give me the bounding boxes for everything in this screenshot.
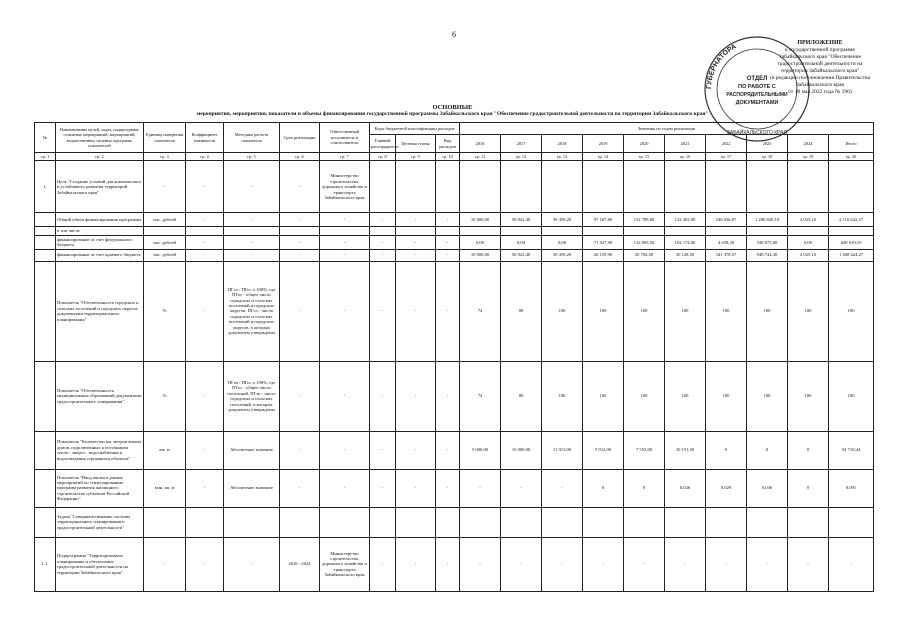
cell-value: - <box>460 537 501 591</box>
cell-g8 <box>370 227 396 235</box>
appendix-line: территории Забайкальского края" <box>780 68 860 74</box>
cell-value: - <box>665 537 706 591</box>
cell-g9: - <box>396 235 436 249</box>
column-number: гр. 16 <box>665 153 706 161</box>
cell-value: - <box>460 469 501 507</box>
cell-value: 100 <box>706 361 747 431</box>
cell-num <box>35 213 56 227</box>
cell-value: 0 <box>788 469 829 507</box>
table-row <box>35 235 874 249</box>
cell-coef: - <box>186 431 224 469</box>
header-method: Методика расчета показателя <box>224 123 280 153</box>
cell-resp: - <box>320 469 370 507</box>
cell-value: 100 <box>829 261 874 361</box>
column-number: гр. 1 <box>35 153 56 161</box>
cell-resp: - <box>320 235 370 249</box>
cell-coef: - <box>186 235 224 249</box>
cell-g8 <box>370 507 396 537</box>
cell-name: Задача "Совершенствование системы территориального планирования и градостроительной деятельности" <box>56 507 144 537</box>
cell-unit: - <box>144 537 186 591</box>
cell-value: 0,026 <box>665 469 706 507</box>
cell-g9: - <box>396 213 436 227</box>
header-year: 2022 <box>706 135 747 153</box>
cell-resp: - <box>320 213 370 227</box>
cell-num <box>35 469 56 507</box>
cell-value: 20 704,50 <box>624 249 665 261</box>
cell-method: Абсолютное значение <box>224 469 280 507</box>
cell-resp: - <box>320 361 370 431</box>
cell-value: 346 036,87 <box>706 213 747 227</box>
stamp-bottom-text: ЗАБАЙКАЛЬСКОГО КРАЯ <box>726 130 788 136</box>
cell-value: 10 000,00 <box>460 249 501 261</box>
cell-g9: - <box>396 537 436 591</box>
cell-value: 100 <box>706 261 747 361</box>
cell-g8: - <box>370 431 396 469</box>
cell-value: 0,091 <box>829 469 874 507</box>
cell-value: 0,00 <box>460 235 501 249</box>
cell-value: - <box>788 537 829 591</box>
cell-coef: - <box>186 249 224 261</box>
cell-term: - <box>280 235 320 249</box>
cell-method: ПГзп / ПГос х 100%, где ПГос - общее число поселений, ПГзп - число городских и сельских поселений, в которых документы утверждены <box>224 361 280 431</box>
header-term: Срок реализации <box>280 123 320 153</box>
column-number: гр. 2 <box>56 153 144 161</box>
column-number-row <box>35 153 874 161</box>
cell-value: 100 <box>624 361 665 431</box>
table-row <box>35 161 874 213</box>
cell-g9: - <box>396 469 436 507</box>
header-target: Целевая статья <box>396 135 436 153</box>
cell-value <box>624 507 665 537</box>
cell-value: 100 <box>665 261 706 361</box>
cell-value: 11 013,00 <box>542 431 583 469</box>
cell-value: 132 302,90 <box>665 213 706 227</box>
cell-value: - <box>542 537 583 591</box>
cell-name: Показатель "Количество км. метров жилых домов, подключенных к источникам тепло-, энерго-, водоснабжения и водоотведения строящихся объектов" <box>56 431 144 469</box>
cell-g8: - <box>370 261 396 361</box>
cell-g10 <box>436 161 460 213</box>
cell-unit: - <box>144 161 186 213</box>
cell-name: Показатель "Ввод жилья в рамках мероприятий по стимулированию программ развития жилищного строительства субъектов Российской Федерации" <box>56 469 144 507</box>
appendix-line: градостроительной деятельности на <box>777 61 863 67</box>
cell-term: 2016 - 2024 <box>280 537 320 591</box>
table-row <box>35 507 874 537</box>
cell-name: Общий объем финансирования программы <box>56 213 144 227</box>
cell-name: Подпрограмма "Территориальное планирование и обеспечение градостроительной деятельности на территории Забайкальского края" <box>56 537 144 591</box>
cell-g10: - <box>436 235 460 249</box>
cell-coef: - <box>186 161 224 213</box>
cell-term: - <box>280 261 320 361</box>
cell-value: 338 075,80 <box>747 235 788 249</box>
cell-value: - <box>583 537 624 591</box>
cell-resp: Министерство строительства, дорожного хозяйства и транспорта Забайкальского края <box>320 161 370 213</box>
cell-name: Показатель "Обеспеченность муниципальных образований документами градостроительного зонирования" <box>56 361 144 431</box>
cell-value: 4 658,30 <box>706 235 747 249</box>
cell-value: 80 <box>501 261 542 361</box>
cell-unit: тыс. рублей <box>144 235 186 249</box>
header-unit: Единица измерения показателя <box>144 123 186 153</box>
cell-value: 100 <box>829 361 874 431</box>
cell-term: - <box>280 213 320 227</box>
cell-value: 1 286 820,10 <box>747 213 788 227</box>
cell-value: 0 <box>706 431 747 469</box>
header-year: 2016 <box>460 135 501 153</box>
cell-g9: - <box>396 261 436 361</box>
cell-value: 39 459,20 <box>542 213 583 227</box>
cell-value <box>788 161 829 213</box>
cell-term: - <box>280 431 320 469</box>
cell-value: 10 151,50 <box>665 431 706 469</box>
title-main: ОСНОВНЫЕ <box>432 104 473 111</box>
column-number: гр. 4 <box>186 153 224 161</box>
cell-g8: - <box>370 537 396 591</box>
header-resp: Ответственный исполнитель и соисполнитель <box>320 123 370 153</box>
table-row <box>35 213 874 227</box>
cell-g9: - <box>396 361 436 431</box>
cell-value: - <box>706 537 747 591</box>
cell-coef: - <box>186 469 224 507</box>
cell-value <box>665 161 706 213</box>
cell-value <box>829 227 874 235</box>
cell-value: 15 000,00 <box>501 431 542 469</box>
cell-value: 50 022,40 <box>501 213 542 227</box>
cell-value <box>706 161 747 213</box>
cell-value <box>501 161 542 213</box>
cell-value: 152 788,80 <box>624 213 665 227</box>
appendix-block <box>745 40 895 96</box>
cell-method: - <box>224 161 280 213</box>
column-number: гр. 13 <box>542 153 583 161</box>
header-total: Итого <box>829 135 874 153</box>
cell-g10 <box>436 227 460 235</box>
cell-value <box>788 507 829 537</box>
cell-value: - <box>542 469 583 507</box>
cell-unit: % <box>144 361 186 431</box>
cell-value: 30 128,50 <box>665 249 706 261</box>
table-row <box>35 361 874 431</box>
cell-g9: - <box>396 431 436 469</box>
cell-num <box>35 227 56 235</box>
stamp-line-1: ОТДЕЛ <box>746 76 768 82</box>
cell-value <box>788 227 829 235</box>
cell-value: 26 159,90 <box>583 249 624 261</box>
cell-value: 100 <box>542 361 583 431</box>
cell-value: 100 <box>583 361 624 431</box>
column-number: гр. 19 <box>788 153 829 161</box>
header-values: Значения по годам реализации <box>460 123 874 135</box>
cell-value <box>542 227 583 235</box>
cell-value: 341 378,57 <box>706 249 747 261</box>
cell-coef: - <box>186 537 224 591</box>
appendix-line: Забайкальского края <box>796 82 844 88</box>
cell-value: 2 025,10 <box>788 249 829 261</box>
cell-value: - <box>624 537 665 591</box>
cell-value: 100 <box>583 261 624 361</box>
cell-value <box>747 161 788 213</box>
cell-num <box>35 261 56 361</box>
program-table <box>34 122 874 592</box>
appendix-title: ПРИЛОЖЕНИЕ <box>797 40 843 46</box>
cell-value: 0,00 <box>788 235 829 249</box>
cell-value <box>460 507 501 537</box>
cell-value <box>665 507 706 537</box>
cell-value <box>747 507 788 537</box>
cell-value <box>542 161 583 213</box>
table-row <box>35 537 874 591</box>
cell-value: 74 <box>460 361 501 431</box>
cell-resp: - <box>320 249 370 261</box>
cell-method <box>224 227 280 235</box>
cell-value: 0 <box>624 469 665 507</box>
cell-value: 100 <box>747 361 788 431</box>
column-number: гр. 6 <box>280 153 320 161</box>
cell-resp: - <box>320 431 370 469</box>
column-number: гр. 10 <box>436 153 460 161</box>
cell-value: 100 <box>788 261 829 361</box>
cell-g10: - <box>436 431 460 469</box>
header-coef: Коэффициент значимости <box>186 123 224 153</box>
cell-value: 54 710,44 <box>829 431 874 469</box>
cell-term: - <box>280 161 320 213</box>
cell-value: 80 <box>501 361 542 431</box>
page-number: 6 <box>452 30 456 39</box>
cell-g8: - <box>370 213 396 227</box>
document-title <box>0 104 905 117</box>
cell-method: Абсолютное значение <box>224 431 280 469</box>
table-row <box>35 431 874 469</box>
cell-value: 100 <box>665 361 706 431</box>
cell-name: финансирование за счет федерального бюджета <box>56 235 144 249</box>
cell-value: 2 116 642,37 <box>829 213 874 227</box>
column-number: гр. 5 <box>224 153 280 161</box>
cell-value <box>706 507 747 537</box>
cell-value: 0 <box>583 469 624 507</box>
cell-value <box>665 227 706 235</box>
cell-value <box>706 227 747 235</box>
cell-value: 648 019,10 <box>829 235 874 249</box>
table-row <box>35 249 874 261</box>
header-num: № <box>35 123 56 153</box>
cell-term <box>280 227 320 235</box>
cell-value: 100 <box>788 361 829 431</box>
cell-value: 0,00 <box>542 235 583 249</box>
header-year: 2018 <box>542 135 583 153</box>
header-year: 2023 <box>747 135 788 153</box>
cell-value: 2 025,10 <box>788 213 829 227</box>
cell-g9 <box>396 507 436 537</box>
cell-value: 0,029 <box>706 469 747 507</box>
cell-resp: Министерство строительства, дорожного хозяйства и транспорта Забайкальского края <box>320 537 370 591</box>
cell-value: 0,036 <box>747 469 788 507</box>
cell-value: - <box>501 537 542 591</box>
column-number: гр. 14 <box>583 153 624 161</box>
cell-g9: - <box>396 249 436 261</box>
cell-value: 1 468 624,27 <box>829 249 874 261</box>
cell-value <box>583 227 624 235</box>
cell-value: 102 174,00 <box>665 235 706 249</box>
cell-value: 100 <box>624 261 665 361</box>
cell-num <box>35 249 56 261</box>
cell-g8 <box>370 161 396 213</box>
cell-value <box>460 227 501 235</box>
header-year: 2021 <box>665 135 706 153</box>
cell-value: 71 027,90 <box>583 235 624 249</box>
cell-value <box>583 507 624 537</box>
cell-value: 0,00 <box>501 235 542 249</box>
header-year: 2017 <box>501 135 542 153</box>
cell-g9 <box>396 227 436 235</box>
header-year: 2020 <box>624 135 665 153</box>
cell-value: 100 <box>542 261 583 361</box>
cell-resp <box>320 507 370 537</box>
cell-g10 <box>436 507 460 537</box>
appendix-line: к государственной программе <box>785 47 855 53</box>
cell-value: 7 553,00 <box>624 431 665 469</box>
cell-value <box>542 507 583 537</box>
cell-method <box>224 507 280 537</box>
cell-num <box>35 235 56 249</box>
cell-unit <box>144 507 186 537</box>
cell-value: 97 187,80 <box>583 213 624 227</box>
header-year: 2019 <box>583 135 624 153</box>
column-number: гр. 18 <box>747 153 788 161</box>
cell-term: - <box>280 469 320 507</box>
column-number: гр. 20 <box>829 153 874 161</box>
stamp-line-4: ДОКУМЕНТАМИ <box>735 100 779 106</box>
cell-method: - <box>224 213 280 227</box>
title-sub: мероприятия, мероприятия, показатели и объемы финансирования государственной программы Забайкальского края "Обеспечение градостроительной деятельности на территории Забайкальского края" <box>196 111 709 117</box>
cell-value <box>747 227 788 235</box>
cell-value: 5 912,00 <box>583 431 624 469</box>
cell-g10: - <box>436 469 460 507</box>
cell-g10: - <box>436 537 460 591</box>
cell-method: - <box>224 537 280 591</box>
cell-value: 10 000,00 <box>460 213 501 227</box>
column-number: гр. 17 <box>706 153 747 161</box>
cell-unit: % <box>144 261 186 361</box>
column-number: гр. 3 <box>144 153 186 161</box>
cell-term: - <box>280 249 320 261</box>
header-expense-type: Вид расходов <box>436 135 460 153</box>
cell-value: 74 <box>460 261 501 361</box>
cell-num: 1. <box>35 161 56 213</box>
cell-coef: - <box>186 213 224 227</box>
cell-num <box>35 431 56 469</box>
cell-unit: тыс. рублей <box>144 249 186 261</box>
cell-value: - <box>829 537 874 591</box>
cell-g10: - <box>436 249 460 261</box>
cell-value <box>501 227 542 235</box>
cell-value: 39 459,20 <box>542 249 583 261</box>
cell-g8: - <box>370 361 396 431</box>
stamp-line-3: РАСПОРЯДИТЕЛЬНЫМИ <box>726 92 788 98</box>
cell-name: в том числе <box>56 227 144 235</box>
cell-value: - <box>747 537 788 591</box>
cell-name: Цель "Создание условий для комплексного и устойчивого развития территорий Забайкальского края" <box>56 161 144 213</box>
header-name: Наименование целей, задач, подпрограмм, основных мероприятий, мероприятий, ведомственных целевых программ, показателей <box>56 123 144 153</box>
cell-g8: - <box>370 235 396 249</box>
cell-num <box>35 507 56 537</box>
cell-value: 948 744,30 <box>747 249 788 261</box>
column-number: гр. 12 <box>501 153 542 161</box>
cell-term <box>280 507 320 537</box>
stamp-ring-text: ГУБЕРНАТОРА <box>705 43 738 90</box>
cell-value: 100 <box>747 261 788 361</box>
cell-unit: км. м <box>144 431 186 469</box>
cell-resp <box>320 227 370 235</box>
appendix-line: Забайкальского края "Обеспечение <box>778 54 862 60</box>
cell-value <box>829 161 874 213</box>
cell-value <box>624 227 665 235</box>
cell-method: - <box>224 235 280 249</box>
cell-unit: млн. кв. м <box>144 469 186 507</box>
cell-value <box>583 161 624 213</box>
column-number: гр. 9 <box>396 153 436 161</box>
cell-value <box>460 161 501 213</box>
cell-coef <box>186 507 224 537</box>
column-number: гр. 8 <box>370 153 396 161</box>
cell-value <box>624 161 665 213</box>
cell-g10: - <box>436 213 460 227</box>
cell-g10: - <box>436 261 460 361</box>
cell-coef: - <box>186 261 224 361</box>
column-number: гр. 15 <box>624 153 665 161</box>
header-year: 2024 <box>788 135 829 153</box>
cell-unit: тыс. рублей <box>144 213 186 227</box>
cell-value: 50 022,40 <box>501 249 542 261</box>
cell-value: 5 000,00 <box>460 431 501 469</box>
cell-num <box>35 361 56 431</box>
cell-value <box>501 507 542 537</box>
cell-g10: - <box>436 361 460 431</box>
table-row <box>35 261 874 361</box>
cell-g9 <box>396 161 436 213</box>
cell-name: Показатель "Обеспеченность городских и сельских поселений и городских округов документами территориального планирования" <box>56 261 144 361</box>
cell-value: 0 <box>788 431 829 469</box>
cell-value <box>829 507 874 537</box>
column-number: гр. 7 <box>320 153 370 161</box>
cell-term: - <box>280 361 320 431</box>
cell-value: - <box>501 469 542 507</box>
cell-coef: - <box>186 361 224 431</box>
cell-g8: - <box>370 249 396 261</box>
cell-resp: - <box>320 261 370 361</box>
cell-unit <box>144 227 186 235</box>
stamp-line-2: ПО РАБОТЕ С <box>738 84 776 90</box>
cell-method: - <box>224 249 280 261</box>
cell-coef <box>186 227 224 235</box>
appendix-line: (в редакции постановления Правительства <box>769 75 871 81</box>
cell-value: 132 083,50 <box>624 235 665 249</box>
table-row <box>35 227 874 235</box>
appendix-line: от 18 мая 2022 года № 190) <box>788 89 852 95</box>
header-gr-admin: Главный распорядитель <box>370 135 396 153</box>
cell-g8: - <box>370 469 396 507</box>
column-number: гр. 11 <box>460 153 501 161</box>
table-row <box>35 469 874 507</box>
cell-value: 0 <box>747 431 788 469</box>
cell-num: 1.1. <box>35 537 56 591</box>
cell-method: ПГсо / ПГос х 100%, где ПГос - общее число городских и сельских поселений и городских округов, ПГсо - число городских и сельских поселений и городских округов, в которых документы утверждены <box>224 261 280 361</box>
cell-name: финансирование за счет краевого бюджета <box>56 249 144 261</box>
header-codes: Коды бюджетной классификации расходов <box>370 123 460 135</box>
